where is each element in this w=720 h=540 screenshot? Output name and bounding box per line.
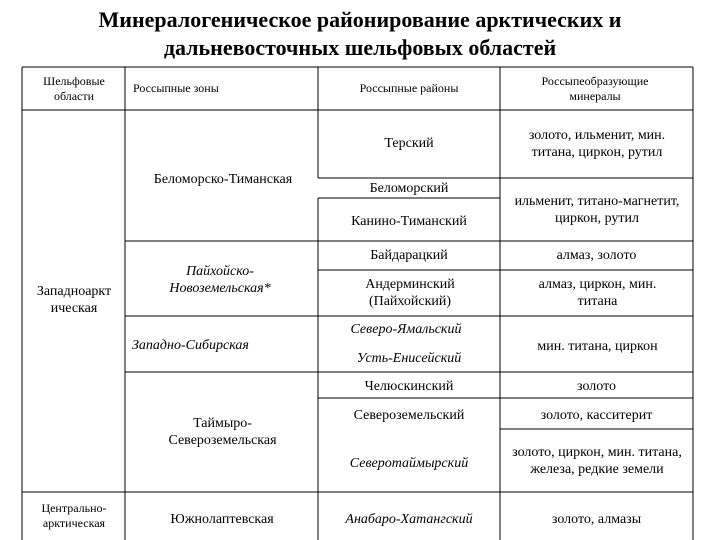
district-baydaratskiy: Байдарацкий [370, 247, 448, 263]
header-shelf-areas: Шельфовые области [43, 73, 105, 103]
zone-paykhoysko-novozemelskaya: Пайхойско- Новоземельская* [169, 264, 271, 296]
minerals-severotaymyrskiy: золото, циркон, мин. титана, железа, редкие земели [512, 444, 682, 477]
district-kanino-timanskiy: Канино-Тиманский [351, 213, 467, 229]
header-placer-minerals: Россыпеобразующие минералы [541, 73, 649, 103]
header-placer-zones: Россыпные зоны [133, 81, 219, 95]
minerals-anderminskiy: алмаз, циркон, мин. титана [538, 277, 657, 309]
district-chelyuskinskiy: Челюскинский [364, 378, 454, 394]
zone-zapadno-sibirskaya: Западно-Сибирская [132, 337, 249, 353]
district-anderminskiy: Андерминский (Пайхойский) [365, 277, 455, 309]
minerals-anabaro: золото, алмазы [551, 511, 642, 527]
district-severo-yamalskiy: Северо-Ямальский [350, 321, 462, 337]
zone-taymyro-severozemelskaya: Таймыро- Североземельская [168, 416, 277, 448]
zone-yuzhnolaptevskaya: Южнолаптевская [170, 511, 274, 527]
district-severozemelskiy: Североземельский [353, 407, 465, 423]
district-belomorskiy: Беломорский [369, 180, 449, 196]
area-western-arctic: Западноаркт ическая [36, 284, 112, 316]
title-line-1: Минералогеническое районирование арктических и [98, 7, 622, 32]
district-terskiy: Терский [384, 135, 434, 151]
district-anabaro-khatangskiy: Анабаро-Хатангский [345, 511, 473, 527]
minerals-chelyuskinskiy: золото [577, 378, 616, 394]
district-ust-eniseyskiy: Усть-Енисейский [356, 350, 462, 366]
minerals-severozemelskiy: золото, касситерит [540, 407, 653, 423]
district-severotaymyrskiy: Северотаймырский [349, 455, 469, 471]
title-line-2: дальневосточных шельфовых областей [163, 35, 557, 60]
zone-belomorsko-timanskaya: Беломорско-Тиманская [153, 171, 293, 187]
area-central-arctic: Центрально- арктическая [41, 501, 107, 530]
minerals-baydaratskiy: алмаз, золото [556, 247, 637, 263]
header-placer-districts: Россыпные районы [359, 81, 459, 95]
minerals-belomorskiy-kanino: ильменит, титано-магнетит, циркон, рутил [514, 193, 680, 226]
minerals-terskiy: золото, ильменит, мин. титана, циркон, рутил [528, 128, 666, 160]
minerals-yamal-enisey: мин. титана, циркон [537, 338, 658, 354]
